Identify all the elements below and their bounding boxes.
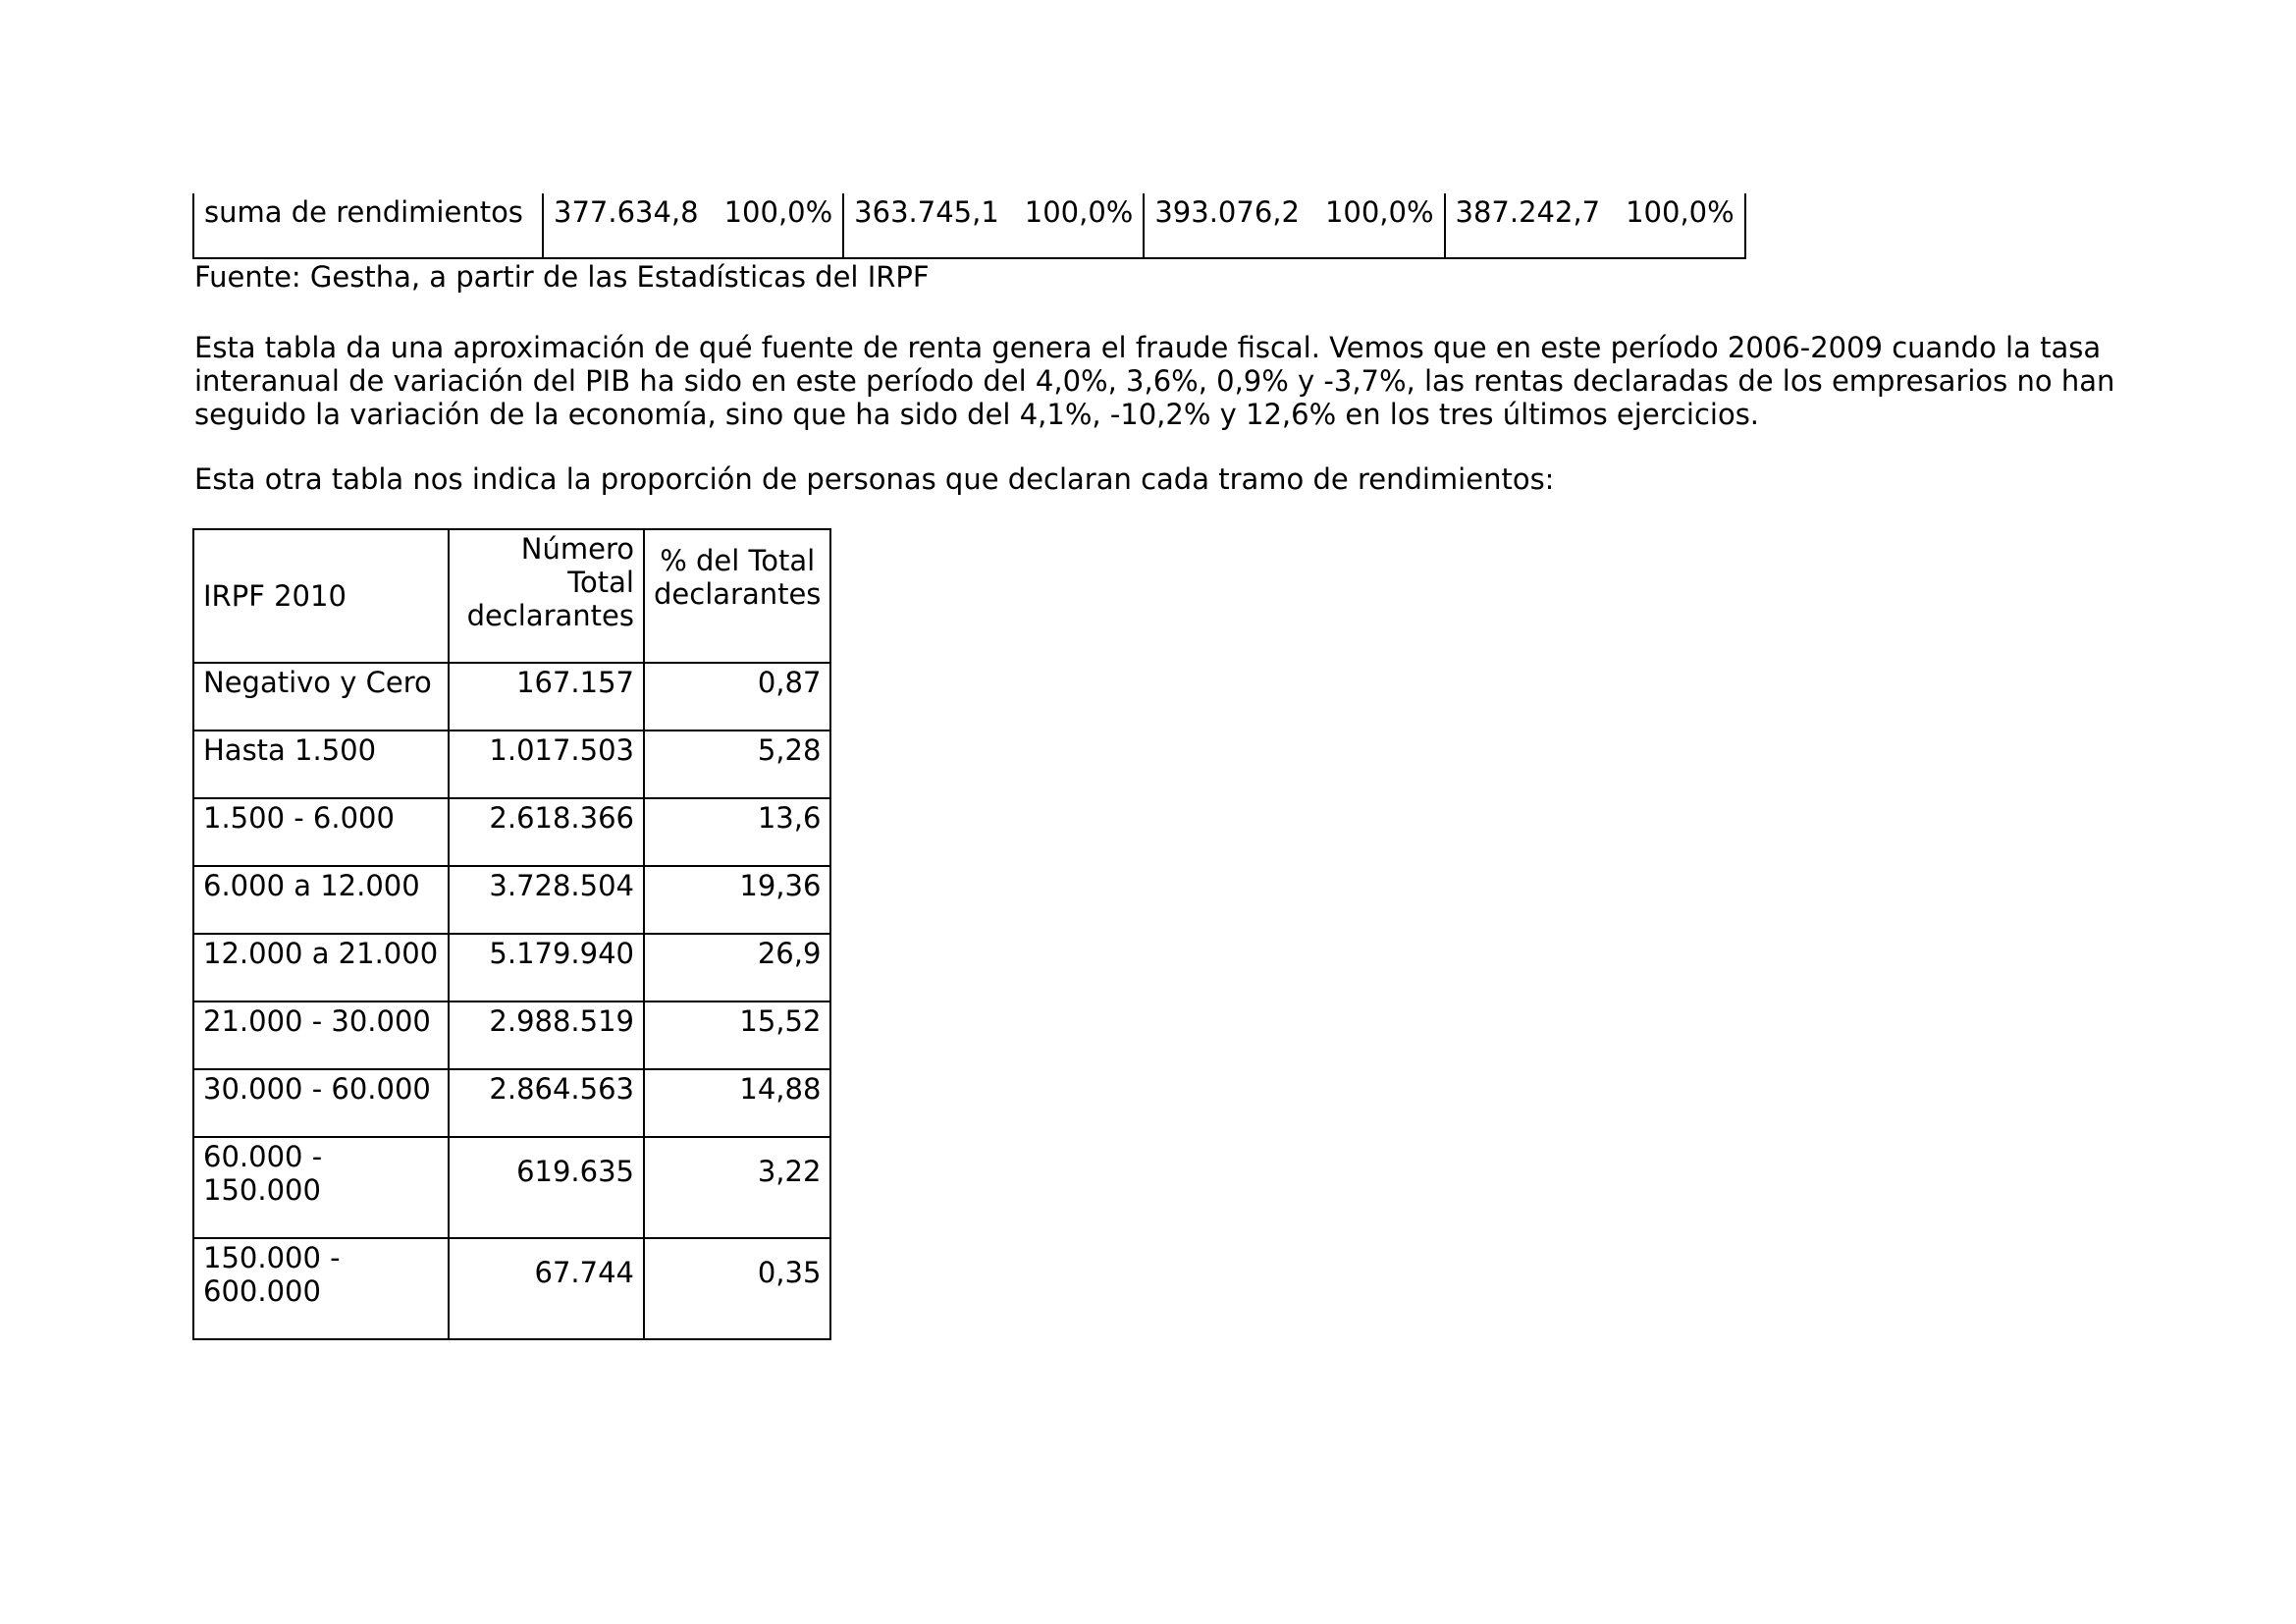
tramo-cell: [193, 1001, 449, 1069]
pct-cell: 14,88: [644, 1069, 830, 1137]
source-note: Fuente: Gestha, a partir de las Estadísticas del IRPF: [194, 260, 930, 294]
cell-value: 363.745,1: [854, 195, 999, 229]
pct-cell: 0,35: [644, 1238, 830, 1339]
pct-cell: 0,87: [644, 663, 830, 731]
header-line: declarantes: [466, 599, 634, 632]
header-line: % del Total: [660, 544, 816, 577]
table-row: [193, 663, 830, 731]
tramo-cell: [193, 731, 449, 798]
tramo-line: 1.500 - 6.000: [203, 801, 395, 835]
numero-cell: 167.157: [449, 663, 644, 731]
cell-value: 393.076,2: [1154, 195, 1300, 229]
tramo-line: Hasta 1.500: [203, 733, 377, 767]
table-row: [193, 934, 830, 1001]
paragraph-line: seguido la variación de la economía, sino que ha sido del 4,1%, -10,2% y 12,6% en los tres últimos ejercicios.: [194, 398, 1760, 431]
pct-cell: 3,22: [644, 1137, 830, 1238]
body-paragraph: [194, 462, 2118, 496]
tramo-line: 150.000: [203, 1173, 321, 1207]
row-label: suma de rendimientos: [193, 193, 543, 258]
tramo-cell: [193, 1069, 449, 1137]
tramo-line: 21.000 - 30.000: [203, 1004, 431, 1038]
tramo-cell: [193, 866, 449, 934]
tramo-cell: [193, 1137, 449, 1238]
cell-value: 387.242,7: [1455, 195, 1601, 229]
paragraph-line: interanual de variación del PIB ha sido en este período del 4,0%, 3,6%, 0,9% y -3,7%, las rentas declaradas de los empresarios no han: [194, 364, 2115, 398]
header-irpf-2010: IRPF 2010: [193, 529, 449, 663]
paragraph-line: Esta otra tabla nos indica la proporción de personas que declaran cada tramo de rendimientos:: [194, 462, 1555, 496]
tramo-cell: [193, 1238, 449, 1339]
previous-table-continuation: [192, 193, 1746, 259]
tramo-cell: [193, 798, 449, 866]
numero-cell: 2.864.563: [449, 1069, 644, 1137]
numero-cell: 2.988.519: [449, 1001, 644, 1069]
header-line: declarantes: [654, 577, 822, 611]
header-line: Número: [520, 532, 634, 566]
pct-cell: 5,28: [644, 731, 830, 798]
tramo-line: 150.000 -: [203, 1241, 341, 1274]
pct-cell: 15,52: [644, 1001, 830, 1069]
paragraph-line: Esta tabla da una aproximación de qué fuente de renta genera el fraude fiscal. Vemos que en este período 2006-2009 cuando la tasa: [194, 331, 2102, 364]
tramo-cell: [193, 663, 449, 731]
cell-percent: 100,0%: [1324, 195, 1434, 229]
numero-cell: 619.635: [449, 1137, 644, 1238]
table-row: [193, 798, 830, 866]
pct-cell: 19,36: [644, 866, 830, 934]
irpf-2010-table: [192, 528, 831, 1340]
tramo-line: 12.000 a 21.000: [203, 937, 439, 970]
tramo-line: 6.000 a 12.000: [203, 869, 420, 902]
table-row: [193, 1069, 830, 1137]
header-numero-total-declarantes: [449, 529, 644, 663]
table-cell: [1144, 193, 1444, 258]
header-pct-total-declarantes: [644, 529, 830, 663]
pct-cell: 13,6: [644, 798, 830, 866]
tramo-cell: [193, 934, 449, 1001]
table-row: [193, 866, 830, 934]
table-cell: [1445, 193, 1745, 258]
cell-percent: 100,0%: [1024, 195, 1134, 229]
pct-cell: 26,9: [644, 934, 830, 1001]
tramo-line: 30.000 - 60.000: [203, 1072, 431, 1106]
table-cell: [843, 193, 1144, 258]
numero-cell: 67.744: [449, 1238, 644, 1339]
table-row: [193, 1001, 830, 1069]
cell-value: 377.634,8: [554, 195, 699, 229]
numero-cell: 3.728.504: [449, 866, 644, 934]
table-row: [193, 193, 1745, 258]
header-line: Total: [567, 566, 634, 599]
tramo-line: 600.000: [203, 1274, 321, 1308]
numero-cell: 1.017.503: [449, 731, 644, 798]
table-row: [193, 1137, 830, 1238]
numero-cell: 2.618.366: [449, 798, 644, 866]
numero-cell: 5.179.940: [449, 934, 644, 1001]
table-header-row: [193, 529, 830, 663]
table-cell: [543, 193, 843, 258]
body-paragraph: [194, 331, 2118, 431]
cell-percent: 100,0%: [1626, 195, 1735, 229]
tramo-line: Negativo y Cero: [203, 666, 432, 699]
cell-percent: 100,0%: [723, 195, 833, 229]
tramo-line: 60.000 -: [203, 1140, 323, 1173]
table-row: [193, 731, 830, 798]
table-row: [193, 1238, 830, 1339]
